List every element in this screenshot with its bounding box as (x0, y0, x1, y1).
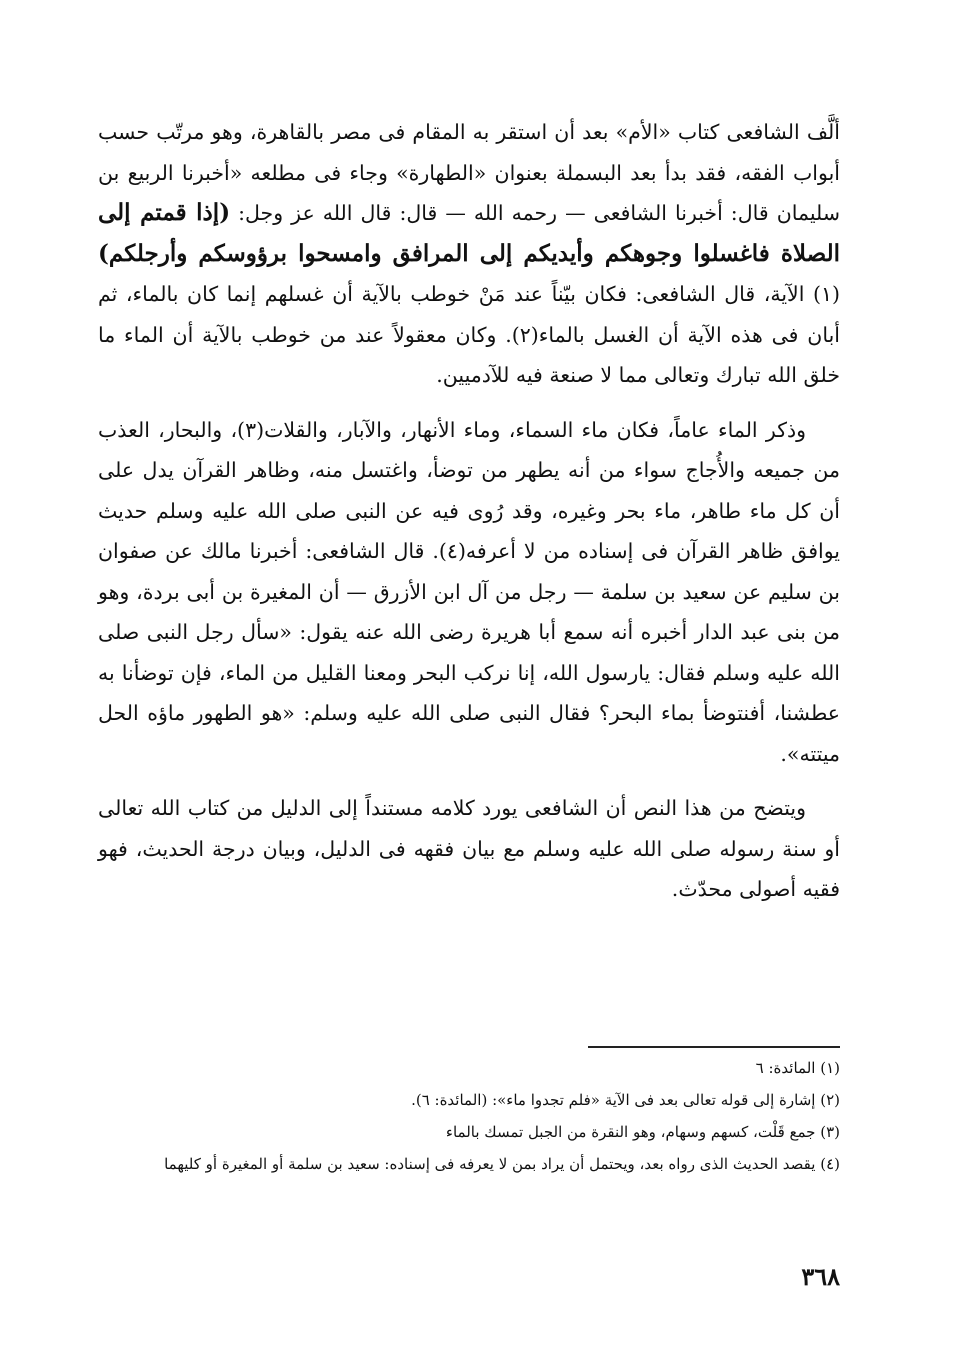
main-text (98, 112, 840, 910)
page-number: ٣٦٨ (801, 1262, 840, 1291)
paragraph-1 (98, 112, 840, 396)
footnote-2: (٢) إشارة إلى قوله تعالى بعد فى الآية «فلم تجدوا ماء»: (المائدة: ٦). (411, 1091, 840, 1109)
quran-verse: (إذا قمتم إلى الصلاة فاغسلوا وجوهكم وأيديكم إلى المرافق وامسحوا برؤوسكم وأرجلكم) (98, 199, 840, 267)
footnote-3: (٣) جمع قَلْت، كسهم وسهام، وهو النقرة من الجبل تمسك بالماء (445, 1123, 840, 1141)
footnote-divider (588, 1046, 840, 1048)
footnote-4: (٤) يقصد الحديث الذى رواه بعد، ويحتمل أن يراد بمن لا يعرفه فى إسناده: سعيد بن سلمة أو المغيرة أو كليهما (164, 1155, 840, 1173)
paragraph-1-intro: ألَّف الشافعى كتاب «الأم» بعد أن استقر به المقام فى مصر بالقاهرة، وهو مرتّب حسب أبواب الفقه، فقد بدأ بعد البسملة بعنوان «الطهارة» وجاء فى مطلعه «أخبرنا الربيع بن سليمان قال: أخبرنا الشافعى — رحمه الله — قال: قال الله عز وجل: (98, 120, 840, 225)
paragraph-3: ويتضح من هذا النص أن الشافعى يورد كلامه مستنداً إلى الدليل من كتاب الله تعالى أو سنة رسوله صلى الله عليه وسلم مع بيان فقهه فى الدليل، وبيان درجة الحديث، فهو فقيه أصولى محدّث. (98, 796, 840, 901)
paragraph-2: وذكر الماء عاماً، فكان ماء السماء، وماء الأنهار، والآبار، والقلات(٣)، والبحار، العذب من جميعه والأُجاج سواء من أنه يطهر من توضأ، واغتسل منه، وظاهر القرآن يدل على أن كل ماء طاهر، ماء بحر وغيره، وقد رُوى فيه عن النبى صلى الله عليه وسلم حديث يوافق ظاهر القرآن فى إسناده من لا أعرفه(٤). قال الشافعى: أخبرنا مالك عن صفوان بن سليم عن سعيد بن سلمة — رجل من آل ابن الأزرق — أن المغيرة بن أبى بردة، وهو من بنى عبد الدار أخبره أنه سمع أبا هريرة رضى الله عنه يقول: «سأل رجل النبى صلى الله عليه وسلم فقال: يارسول الله، إنا نركب البحر ومعنا القليل من الماء، فإن توضأنا به عطشنا، أفنتوضأ بماء البحر؟ فقال النبى صلى الله عليه وسلم: «هو الطهور ماؤه الحل ميتته». (98, 417, 840, 766)
footnote-1: (١) المائدة: ٦ (755, 1059, 840, 1077)
paragraph-1-rest: (١) الآية، قال الشافعى: فكان بيّناً عند مَنْ خوطب بالآية أن غسلهم إنما كان بالماء، ثم أبان فى هذه الآية أن الغسل بالماء(٢). وكان معقولاً عند من خوطب بالآية أن الماء ما خلق الله تبارك وتعالى مما لا صنعة فيه للآدميين. (98, 282, 840, 387)
footnotes (98, 1054, 840, 1182)
